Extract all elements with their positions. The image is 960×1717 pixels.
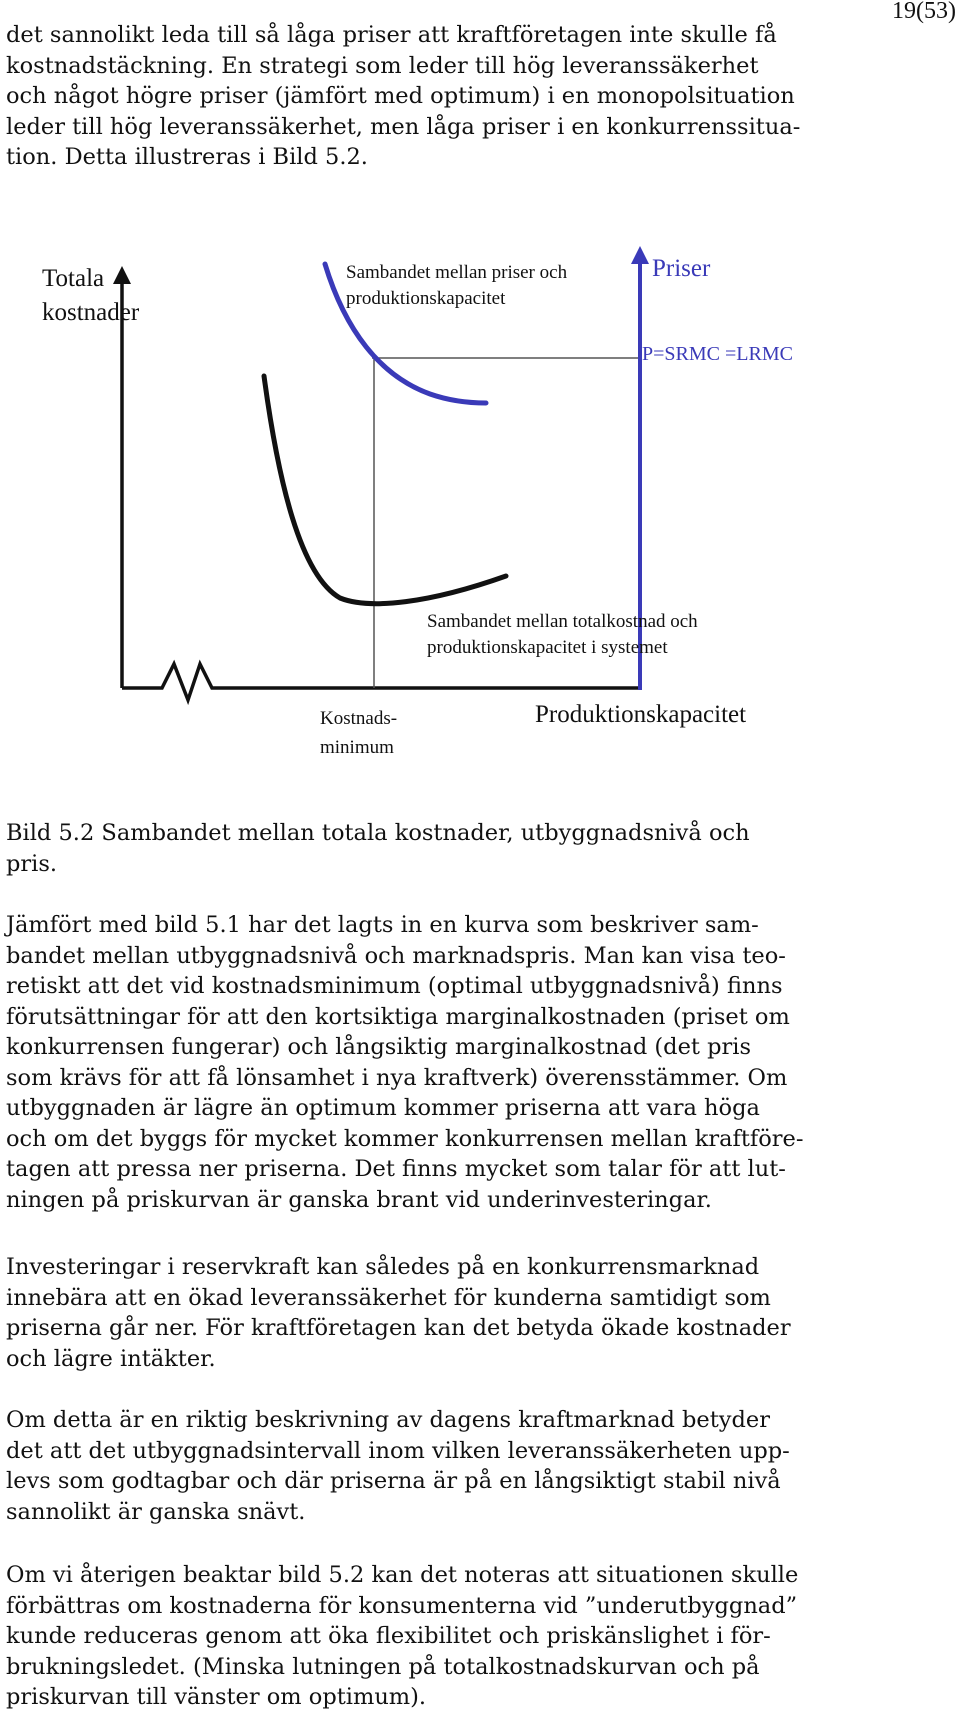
text-line: tion. Detta illustreras i Bild 5.2. [6, 144, 368, 170]
text-line: det sannolikt leda till så låga priser att kraftföretagen inte skulle få [6, 22, 777, 48]
cost-curve-label: Sambandet mellan totalkostnad och produktionskapacitet i systemet [427, 611, 698, 658]
price-curve-label: Sambandet mellan priser och produktionskapacitet [346, 262, 568, 309]
x-axis [122, 664, 640, 700]
text-line: retiskt att det vid kostnadsminimum (optimal utbyggnadsnivå) finns [6, 973, 783, 999]
text-line: priserna går ner. För kraftföretagen kan det betyda ökade kostnader [6, 1315, 791, 1341]
text-line: Om vi återigen beaktar bild 5.2 kan det noteras att situationen skulle [6, 1562, 799, 1588]
text-line: leder till hög leveranssäkerhet, men låga priser i en konkurrenssitua- [6, 113, 801, 140]
text-line: utbyggnaden är lägre än optimum kommer priserna att vara höga [6, 1095, 760, 1121]
total-cost-curve [264, 376, 506, 604]
text-line: sannolikt är ganska snävt. [6, 1498, 306, 1525]
x-axis-label: Produktionskapacitet [535, 701, 747, 728]
text-line: ningen på priskurvan är ganska brant vid underinvesteringar. [6, 1186, 712, 1213]
text-line: priskurvan till vänster om optimum). [6, 1684, 427, 1710]
text-line: bandet mellan utbyggnadsnivå och marknadspris. Man kan visa teo- [6, 942, 786, 969]
figure-5-2 [0, 0, 960, 780]
y-axis-label-left: Totala kostnader [42, 265, 140, 326]
text-line: kunde reduceras genom att öka flexibilitet och priskänslighet i för- [6, 1623, 771, 1649]
text-line: levs som godtagbar och där priserna är på en långsiktigt stabil nivå [6, 1468, 781, 1494]
figure-caption [6, 818, 921, 879]
text-line: och något högre priser (jämfört med optimum) i en monopolsituation [6, 83, 795, 109]
text-line: konkurrensen fungerar) och långsiktig marginalkostnad (det pris [6, 1034, 751, 1060]
text-line: som krävs för att få lönsamhet i nya kraftverk) överensstämmer. Om [6, 1064, 788, 1091]
paragraph-1 [6, 910, 921, 1215]
text-line: kostnadstäckning. En strategi som leder till hög leveranssäkerhet [6, 52, 759, 79]
paragraph-2 [6, 1252, 921, 1374]
text-line: och om det byggs för mycket kommer konkurrensen mellan kraftföre- [6, 1125, 804, 1152]
text-line: förutsättningar för att den kortsiktiga marginalkostnaden (priset om [6, 1003, 790, 1030]
minimum-label: Kostnads- minimum [320, 708, 398, 758]
text-line: Jämfört med bild 5.1 har det lagts in en kurva som beskriver sam- [6, 912, 759, 938]
equilibrium-label: P=SRMC =LRMC [642, 343, 793, 365]
paragraph-4 [6, 1560, 921, 1713]
page-number: 19(53) [892, 0, 956, 24]
text-line: pris. [6, 850, 58, 877]
text-line: Investeringar i reservkraft kan således på en konkurrensmarknad [6, 1254, 760, 1280]
text-line: tagen att pressa ner priserna. Det finns mycket som talar för att lut- [6, 1156, 786, 1182]
text-line: Om detta är en riktig beskrivning av dagens kraftmarknad betyder [6, 1407, 770, 1433]
text-line: innebära att en ökad leveranssäkerhet för kunderna samtidigt som [6, 1284, 771, 1311]
text-line: förbättras om kostnaderna för konsumenterna vid ”underutbyggnad” [6, 1592, 798, 1619]
text-line: och lägre intäkter. [6, 1345, 216, 1372]
price-y-axis-arrow-icon [631, 246, 649, 264]
paragraph-3 [6, 1405, 921, 1527]
text-line: brukningsledet. (Minska lutningen på totalkostnadskurvan och på [6, 1653, 760, 1680]
y-axis-label-right: Priser [652, 255, 711, 282]
text-line: Bild 5.2 Sambandet mellan totala kostnader, utbyggnadsnivå och [6, 820, 750, 846]
text-line: det att det utbyggnadsintervall inom vilken leveranssäkerheten upp- [6, 1437, 790, 1464]
